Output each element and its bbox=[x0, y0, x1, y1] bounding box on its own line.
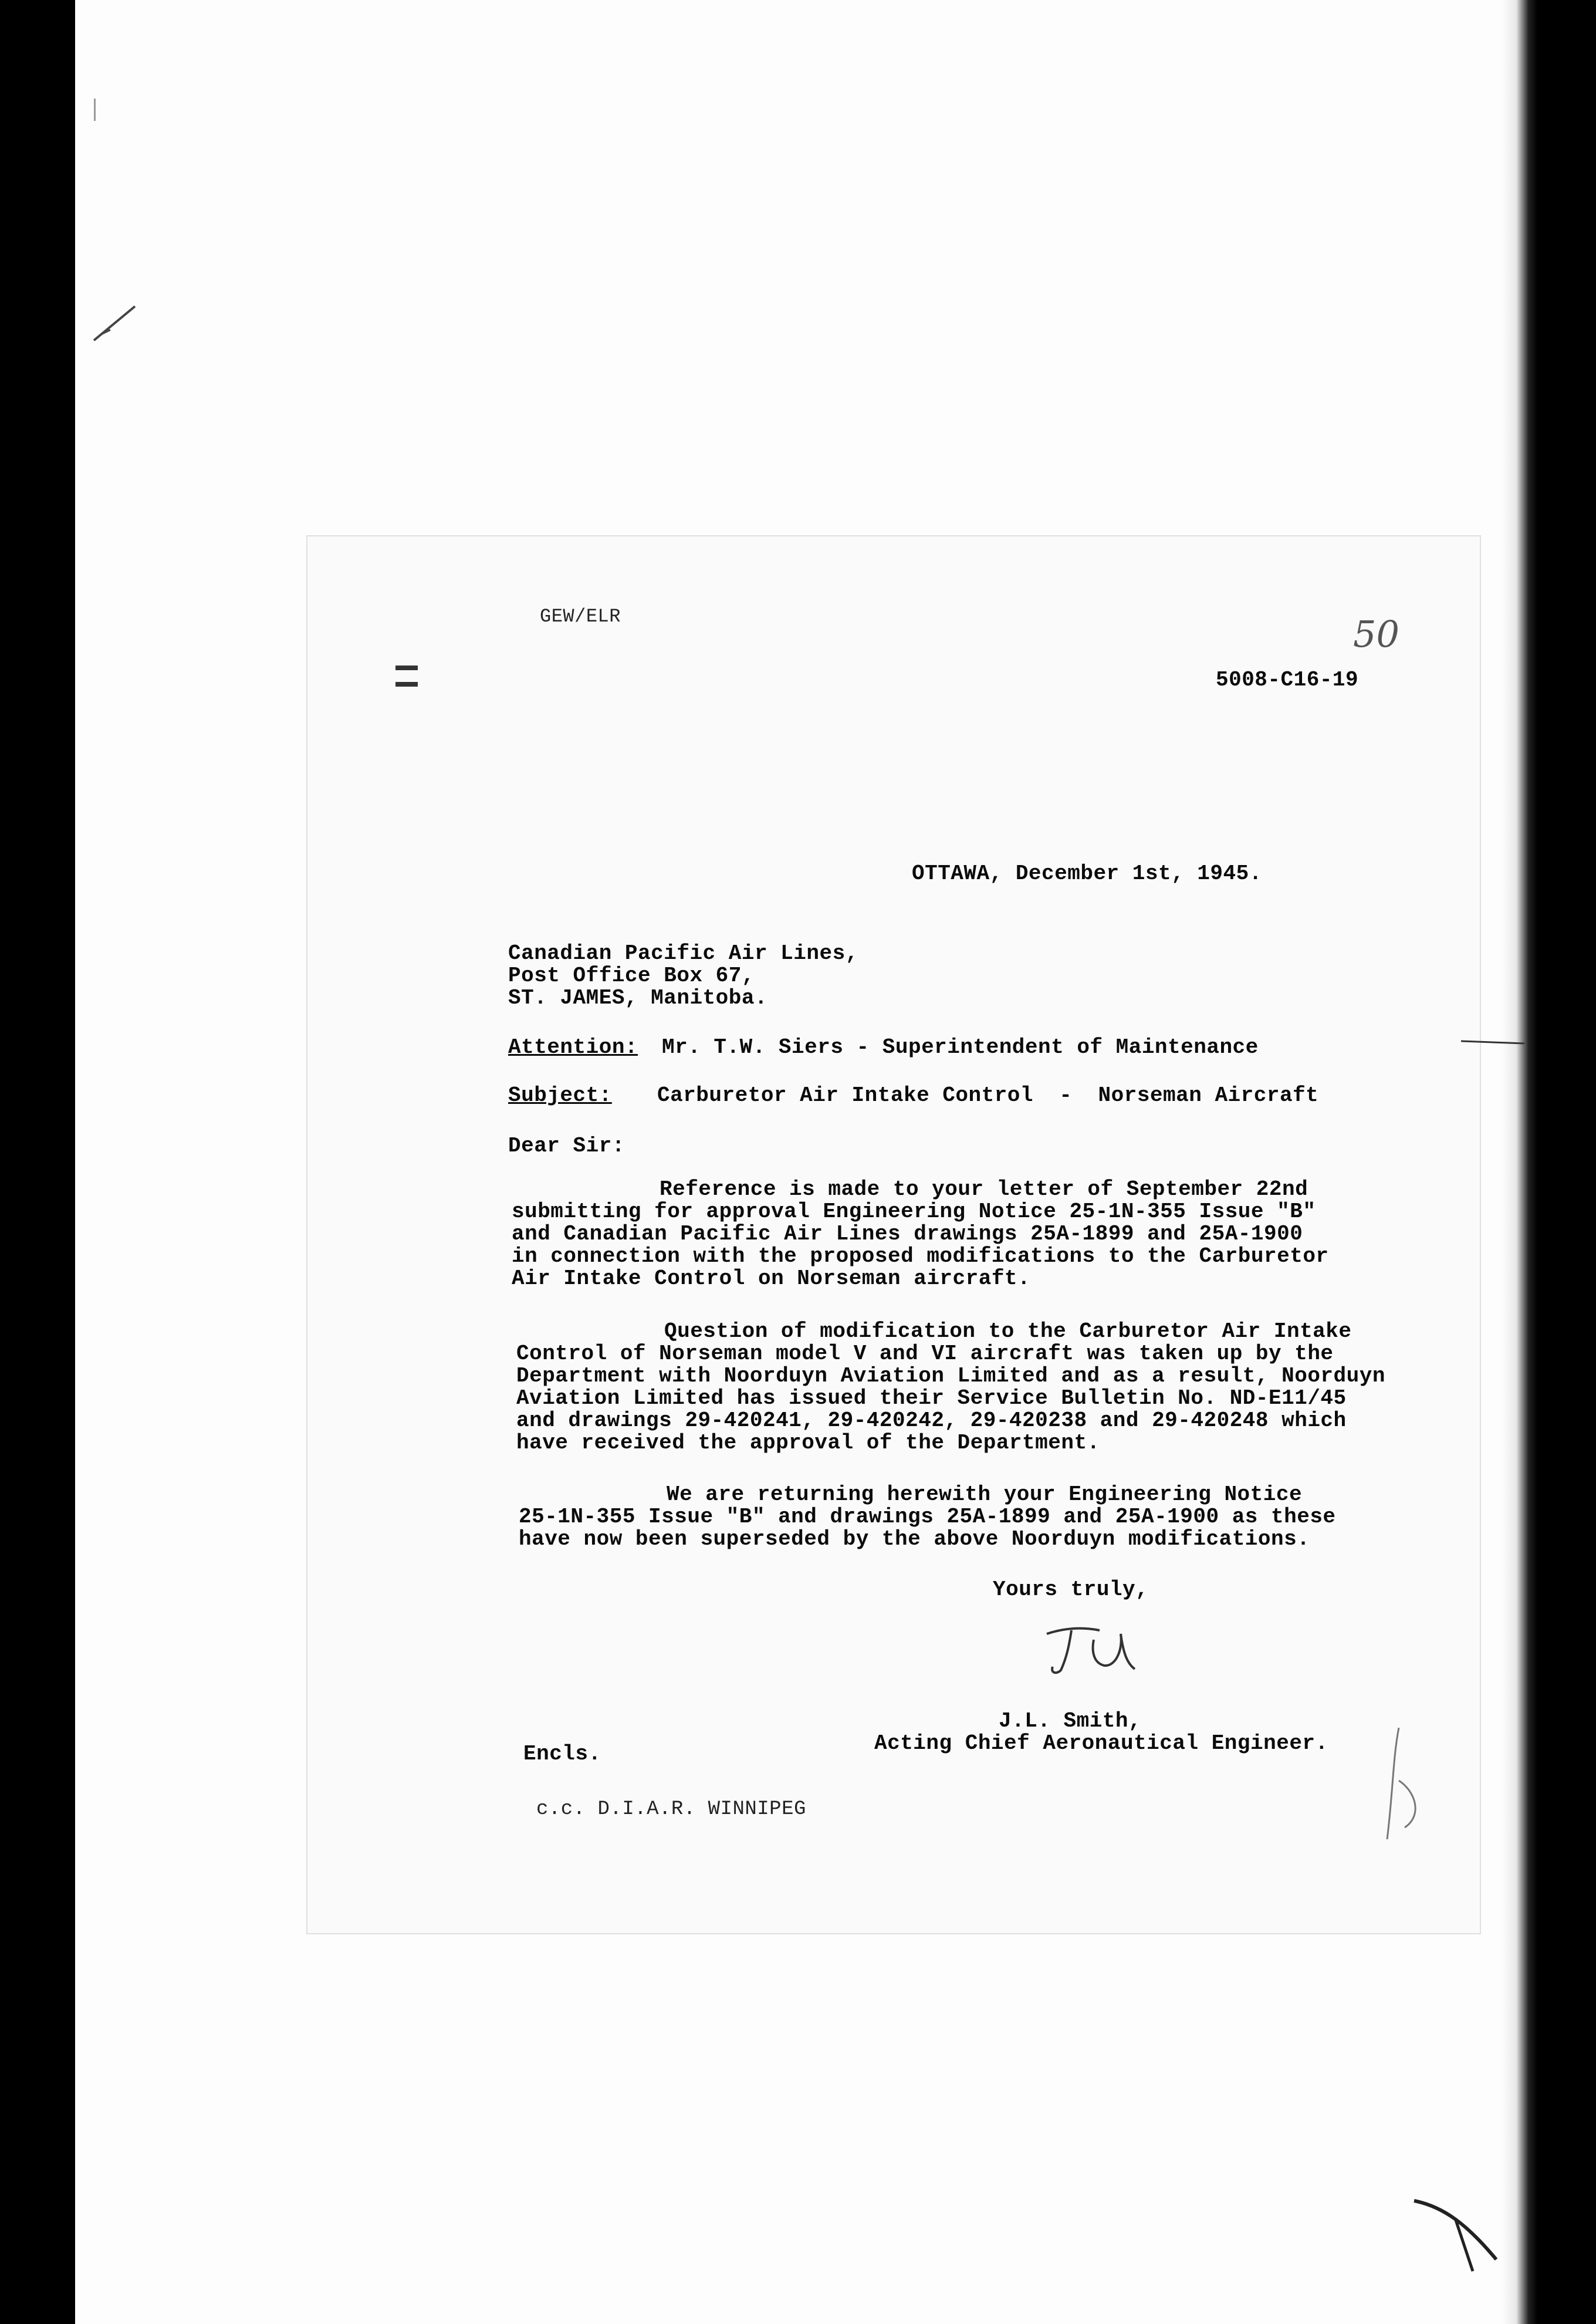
paragraph-line: Control of Norseman model V and VI aircraft was taken up by the bbox=[516, 1342, 1334, 1366]
handwritten-margin-mark bbox=[1375, 1722, 1434, 1851]
paragraph-line: in connection with the proposed modifications to the Carburetor bbox=[512, 1244, 1329, 1268]
closing: Yours truly, bbox=[993, 1578, 1149, 1602]
punch-mark bbox=[395, 666, 418, 670]
signer-title: Acting Chief Aeronautical Engineer. bbox=[874, 1731, 1328, 1755]
salutation: Dear Sir: bbox=[508, 1134, 625, 1158]
film-scratch bbox=[94, 99, 96, 121]
paragraph-line: 25-1N-355 Issue "B" and drawings 25A-1899 and 25A-1900 as these bbox=[519, 1505, 1336, 1529]
attention-text: Mr. T.W. Siers - Superintendent of Maintenance bbox=[662, 1035, 1259, 1059]
paragraph-line: Department with Noorduyn Aviation Limited and as a result, Noorduyn bbox=[516, 1364, 1385, 1388]
recipient-line: Canadian Pacific Air Lines, bbox=[508, 941, 858, 965]
punch-mark bbox=[395, 682, 418, 687]
paragraph-line: Question of modification to the Carburetor Air Intake bbox=[664, 1319, 1352, 1343]
paragraph-line: We are returning herewith your Engineering Notice bbox=[667, 1482, 1303, 1506]
paragraph-line: Air Intake Control on Norseman aircraft. bbox=[512, 1266, 1031, 1291]
subject-text: Carburetor Air Intake Control - Norseman Aircraft bbox=[657, 1083, 1319, 1107]
signer-name: J.L. Smith, bbox=[999, 1709, 1142, 1733]
film-scratch-diagonal bbox=[88, 299, 141, 346]
paragraph-line: and drawings 29-420241, 29-420242, 29-420238 and 29-420248 which bbox=[516, 1408, 1347, 1433]
handwritten-signature bbox=[1035, 1616, 1152, 1681]
typist-initials: GEW/ELR bbox=[540, 606, 621, 627]
recipient-line: ST. JAMES, Manitoba. bbox=[508, 986, 768, 1010]
frame-edge bbox=[1502, 0, 1537, 2324]
carbon-copy: c.c. D.I.A.R. WINNIPEG bbox=[536, 1798, 806, 1820]
paragraph-line: Aviation Limited has issued their Service Bulletin No. ND-E11/45 bbox=[516, 1386, 1347, 1410]
paragraph-line: Reference is made to your letter of September 22nd bbox=[660, 1177, 1308, 1201]
paragraph-line: and Canadian Pacific Air Lines drawings 25A-1899 and 25A-1900 bbox=[512, 1222, 1303, 1246]
recipient-line: Post Office Box 67, bbox=[508, 964, 755, 988]
enclosures: Encls. bbox=[523, 1742, 601, 1766]
handwritten-page-number: 50 bbox=[1353, 613, 1399, 656]
letter-page bbox=[307, 536, 1480, 1933]
attention-label: Attention: bbox=[508, 1035, 638, 1059]
subject-label: Subject: bbox=[508, 1083, 612, 1107]
paragraph-line: have received the approval of the Department. bbox=[516, 1431, 1100, 1455]
file-number: 5008-C16-19 bbox=[1216, 668, 1359, 692]
paragraph-line: have now been superseded by the above Noorduyn modifications. bbox=[519, 1527, 1310, 1551]
edge-corner-mark bbox=[1408, 2195, 1514, 2289]
paragraph-line: submitting for approval Engineering Notice 25-1N-355 Issue "B" bbox=[512, 1200, 1316, 1224]
edge-tick bbox=[1461, 1033, 1526, 1050]
place-date: OTTAWA, December 1st, 1945. bbox=[912, 862, 1262, 886]
